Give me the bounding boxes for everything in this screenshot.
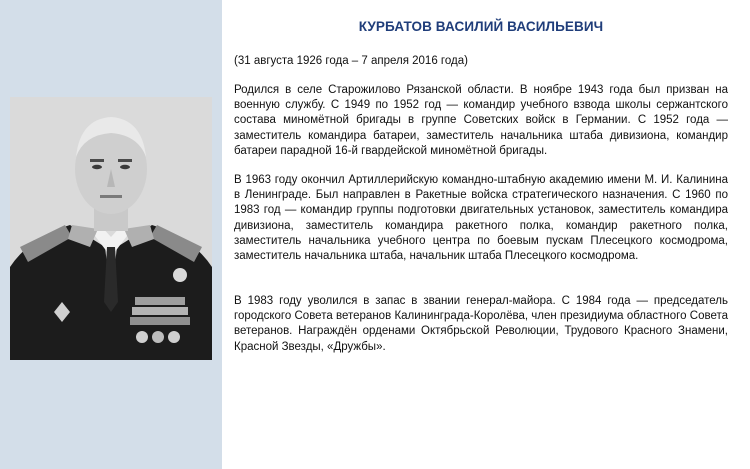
- bio-paragraph-1: Родился в селе Старожилово Рязанской области. В ноябре 1943 года был призван на военную службу. С 1949 по 1952 год — командир учебного взвода школы сержантского состава миномётной бригады в группе Советских войск в Германии. С 1952 года — заместитель командира батареи, заместитель начальника штаба дивизиона, командир батареи парадной 16-й гвардейской миномётной бригады.: [234, 84, 728, 157]
- bio-paragraph-3: В 1983 году уволился в запас в звании генерал-майора. С 1984 года — председатель городского Совета ветеранов Калининграда-Королёва, член президиума областного Совета ветеранов. Награждён орденами Октябрьской Революции, Трудового Красного Знамени, Красной Звезды, «Дружбы».: [234, 295, 728, 353]
- life-dates: (31 августа 1926 года – 7 апреля 2016 года): [234, 55, 468, 67]
- portrait-photo: [10, 97, 212, 360]
- bio-paragraph-2: В 1963 году окончил Артиллерийскую командно-штабную академию имени М. И. Калинина в Ленинграде. Был направлен в Ракетные войска стратегического назначения. С 1960 по 1983 год — командир группы подготовки двигательных установок, заместитель командира дивизиона, заместитель командира ракетного полка, командир ракетного полка, заместитель начальника учебного центра по боевым пускам Плесецкого космодрома, заместитель начальника штаба, начальник штаба Плесецкого космодрома.: [234, 174, 728, 263]
- page-title: КУРБАТОВ ВАСИЛИЙ ВАСИЛЬЕВИЧ: [358, 19, 604, 34]
- portrait-illustration: [10, 97, 212, 360]
